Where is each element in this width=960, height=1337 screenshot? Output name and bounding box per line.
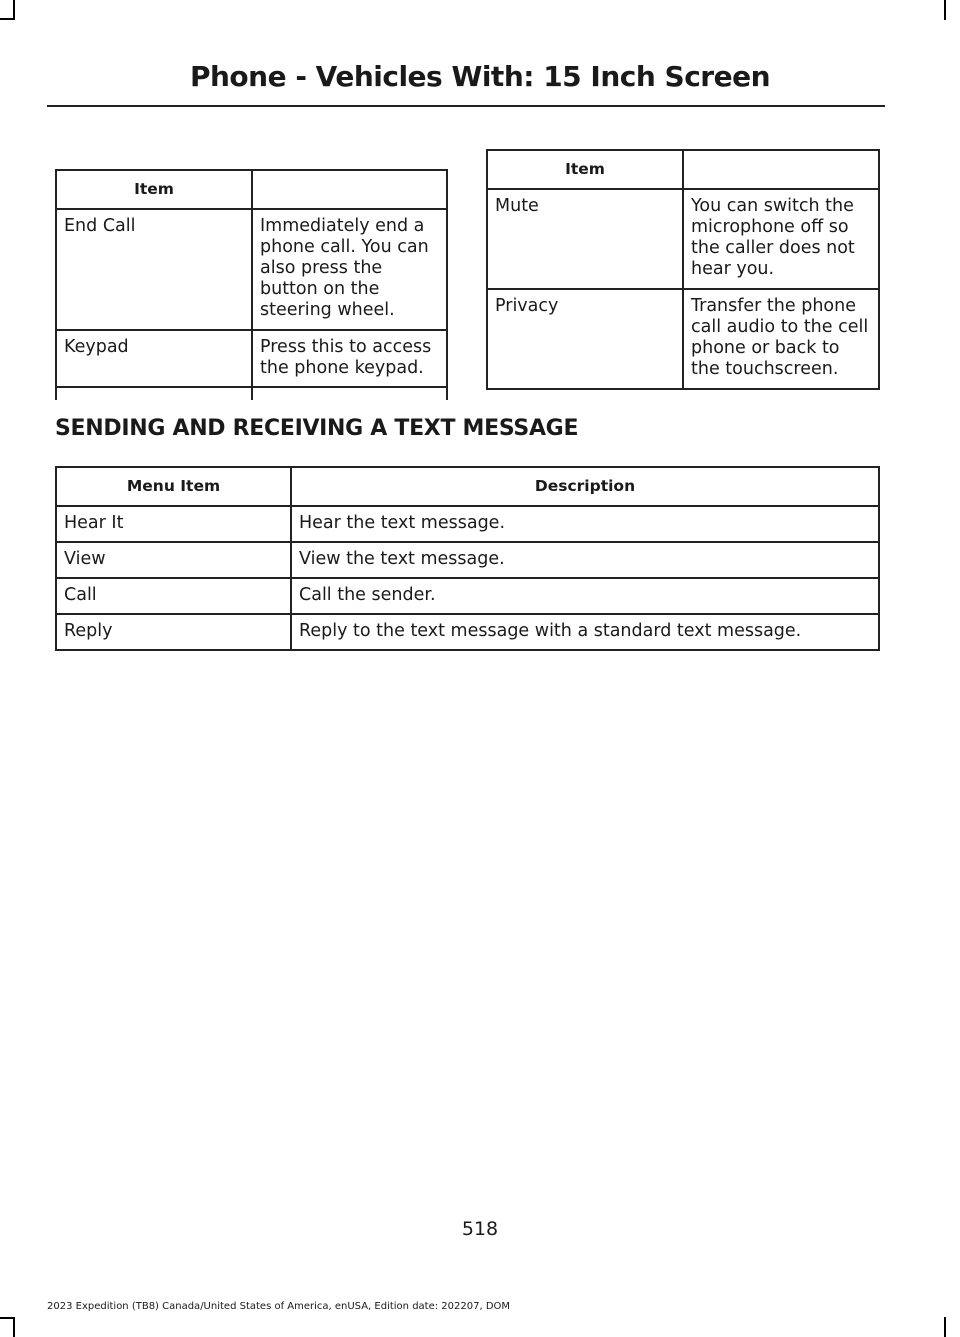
section-heading: SENDING AND RECEIVING A TEXT MESSAGE: [55, 416, 579, 441]
page-title: Phone - Vehicles With: 15 Inch Screen: [189, 60, 771, 93]
item-cell: Hear It: [56, 506, 291, 542]
phone-controls-table-right: [486, 149, 880, 390]
header-divider: [47, 105, 885, 107]
description-cell: View the text message.: [291, 542, 879, 578]
text-message-menu-table: [55, 466, 880, 651]
table-header-row: [56, 467, 879, 506]
table-header-row: [487, 150, 879, 189]
crop-mark-top-left: [13, 0, 15, 20]
edition-footer: 2023 Expedition (TB8) Canada/United States of America, enUSA, Edition date: 202207, DOM: [47, 1301, 511, 1312]
table-row: [487, 289, 879, 389]
item-cell: Keypad: [56, 330, 252, 387]
table-row: [56, 209, 447, 330]
column-header-item: Item: [56, 170, 252, 209]
table-row: [56, 330, 447, 387]
description-cell: You can switch the microphone off so the caller does not hear you.: [683, 189, 879, 289]
crop-mark-top-right: [944, 0, 946, 20]
column-header-menu-item: Menu Item: [56, 467, 291, 506]
description-cell: Transfer the phone call audio to the cell phone or back to the touchscreen.: [683, 289, 879, 389]
column-header-item: Item: [487, 150, 683, 189]
crop-mark-bottom-right: [944, 1317, 946, 1337]
description-cell: Hear the text message.: [291, 506, 879, 542]
item-cell: Mute: [487, 189, 683, 289]
crop-mark-bottom-left: [13, 1317, 15, 1337]
description-cell: Reply to the text message with a standard text message.: [291, 614, 879, 650]
column-header-description: Description: [291, 467, 879, 506]
description-cell: Press this to access the phone keypad.: [252, 330, 447, 387]
table-row: [487, 189, 879, 289]
page-number: 518: [461, 1218, 499, 1240]
description-cell: Call the sender.: [291, 578, 879, 614]
column-header-blank: [683, 150, 879, 189]
table-header-row: [56, 170, 447, 209]
item-cell: View: [56, 542, 291, 578]
description-cell: Immediately end a phone call. You can also press the button on the steering wheel.: [252, 209, 447, 330]
item-cell: End Call: [56, 209, 252, 330]
item-cell: Privacy: [487, 289, 683, 389]
table-row: [56, 542, 879, 578]
item-cell: Reply: [56, 614, 291, 650]
table-row-continued: [56, 387, 447, 400]
crop-mark-bottom-left: [0, 1317, 15, 1319]
table-row: [56, 506, 879, 542]
table-row: [56, 614, 879, 650]
phone-controls-table-left: [55, 169, 448, 400]
table-row: [56, 578, 879, 614]
item-cell: Call: [56, 578, 291, 614]
column-header-blank: [252, 170, 447, 209]
crop-mark-top-left: [0, 18, 15, 20]
